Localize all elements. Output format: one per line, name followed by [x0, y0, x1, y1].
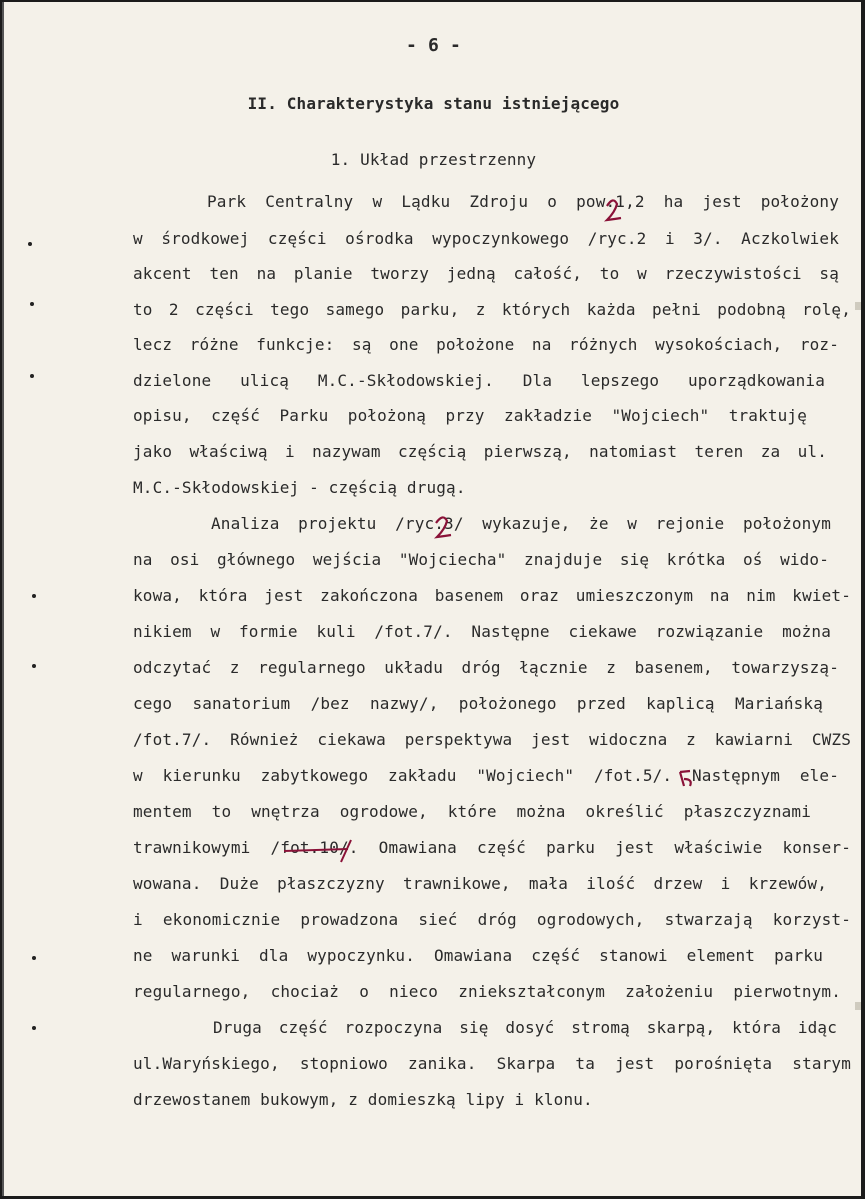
- text-line: M.C.-Skłodowskiej - częścią drugą.: [133, 478, 466, 497]
- document-page: [2, 2, 861, 1196]
- text-line: ne warunki dla wypoczynku. Omawiana część stanowi element parku: [133, 946, 823, 965]
- strikethrough-mark: [284, 849, 348, 851]
- text-line: odczytać z regularnego układu dróg łącznie z basenem, towarzyszą-: [133, 658, 839, 677]
- text-line: Analiza projektu /ryc.3/ wykazuje, że w rejonie położonym: [211, 514, 831, 533]
- correction-mark: [607, 200, 621, 220]
- correction-mark: [436, 517, 451, 537]
- text-line: Druga część rozpoczyna się dosyć stromą skarpą, która idąc: [213, 1018, 837, 1037]
- correction-mark: [680, 771, 691, 786]
- margin-mark: [32, 594, 36, 598]
- text-line: wowana. Duże płaszczyzny trawnikowe, mała ilość drzew i krzewów,: [133, 874, 827, 893]
- margin-mark: [28, 242, 32, 246]
- margin-mark: [30, 302, 34, 306]
- text-line: opisu, część Parku położoną przy zakładzie "Wojciech" traktuję: [133, 406, 807, 425]
- text-line: Park Centralny w Lądku Zdroju o pow.1,2 ha jest położony: [207, 192, 839, 211]
- margin-mark: [30, 374, 34, 378]
- text-line: ul.Waryńskiego, stopniowo zanika. Skarpa ta jest porośnięta starym: [133, 1054, 851, 1073]
- text-line: lecz różne funkcje: są one położone na różnych wysokościach, roz-: [133, 335, 839, 354]
- text-line: na osi głównego wejścia "Wojciecha" znajduje się krótka oś wido-: [133, 550, 829, 569]
- text-line: w kierunku zabytkowego zakładu "Wojciech" /fot.5/. Następnym ele-: [133, 766, 839, 785]
- text-line: drzewostanem bukowym, z domieszką lipy i klonu.: [133, 1090, 593, 1109]
- text-line: akcent ten na planie tworzy jedną całość, to w rzeczywistości są: [133, 264, 839, 283]
- text-line: regularnego, chociaż o nieco zniekształconym założeniu pierwotnym.: [133, 982, 841, 1001]
- page-edge-mark: [855, 1002, 861, 1010]
- correction-mark: [341, 840, 351, 862]
- text-line: kowa, która jest zakończona basenem oraz umieszczonym na nim kwiet-: [133, 586, 851, 605]
- text-line: trawnikowymi /fot.10/. Omawiana część parku jest właściwie konser-: [133, 838, 851, 857]
- section-heading: II. Charakterystyka stanu istniejącego: [247, 94, 620, 113]
- text-line: jako właściwą i nazywam częścią pierwszą, natomiast teren za ul.: [133, 442, 827, 461]
- text-line: w środkowej części ośrodka wypoczynkowego /ryc.2 i 3/. Aczkolwiek: [133, 229, 839, 248]
- text-line: dzielone ulicą M.C.-Skłodowskiej. Dla lepszego uporządkowania: [133, 371, 825, 390]
- text-line: to 2 części tego samego parku, z których każda pełni podobną rolę,: [133, 300, 851, 319]
- text-line: mentem to wnętrza ogrodowe, które można określić płaszczyznami: [133, 802, 811, 821]
- handwritten-corrections: [4, 2, 861, 1196]
- subsection-heading: 1. Układ przestrzenny: [330, 150, 537, 169]
- margin-mark: [32, 1026, 36, 1030]
- text-line: cego sanatorium /bez nazwy/, położonego przed kaplicą Mariańską: [133, 694, 823, 713]
- page-edge-mark: [855, 302, 861, 310]
- text-line: /fot.7/. Również ciekawa perspektywa jest widoczna z kawiarni CWZS: [133, 730, 851, 749]
- text-line: i ekonomicznie prowadzona sieć dróg ogrodowych, stwarzają korzyst-: [133, 910, 851, 929]
- text-line: nikiem w formie kuli /fot.7/. Następne ciekawe rozwiązanie można: [133, 622, 831, 641]
- page-number: - 6 -: [406, 35, 461, 56]
- margin-mark: [32, 664, 36, 668]
- margin-mark: [32, 956, 36, 960]
